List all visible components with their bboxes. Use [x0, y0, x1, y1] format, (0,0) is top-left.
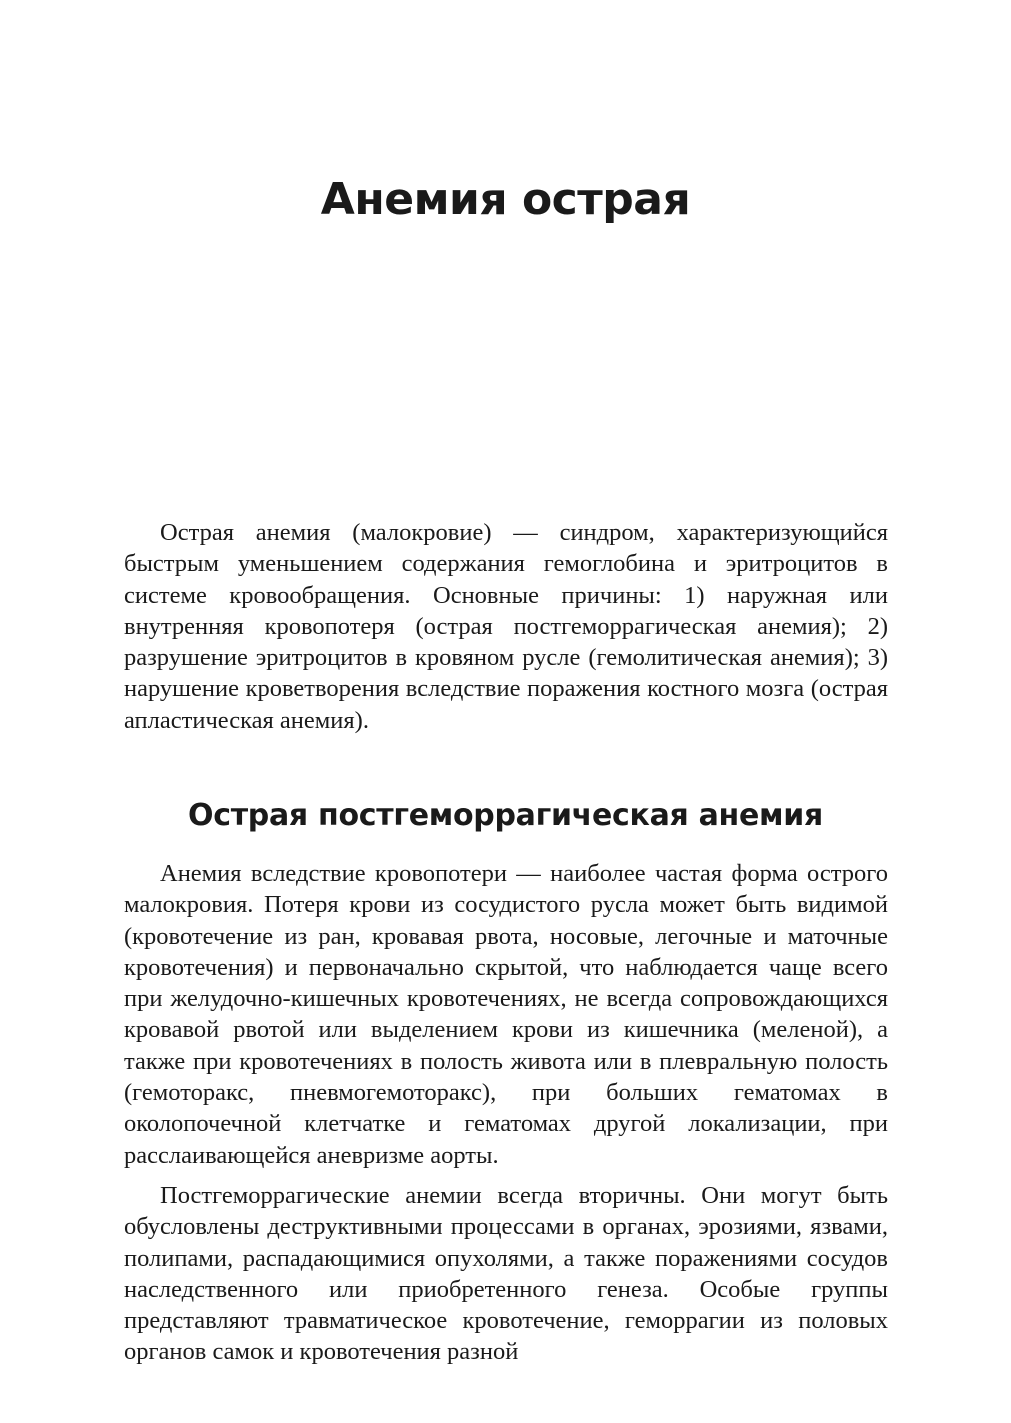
section-body [124, 858, 888, 1368]
section-paragraph-1: Анемия вследствие кровопотери — наиболее частая форма острого малокровия. Потеря крови из сосудистого русла может быть видимой (кровотечение из ран, кровавая рвота, носовые, легочные и маточные кровотечения) и первоначально скрытой, что наблюдается чаще всего при желудочно-кишечных кровотечениях, не всегда сопровождающихся кровавой рвотой или выделением крови из кишечника (меленой), а также при кровотечениях в полость живота или в плевральную полость (гемоторакс, пневмогемоторакс), при больших гематомах в околопочечной клетчатке и гематомах другой локализации, при расслаивающейся аневризме аорты. [124, 860, 888, 1169]
chapter-title: Анемия острая [320, 174, 691, 225]
intro-block [124, 517, 888, 736]
section-title: Острая постгеморрагическая анемия [188, 798, 823, 833]
section-paragraph-2: Постгеморрагические анемии всегда вторичны. Они могут быть обусловлены деструктивными процессами в органах, эрозиями, язвами, полипами, распадающимися опухолями, а также поражениями сосудов наследственного или приобретенного генеза. Особые группы представляют травматическое кровотечение, геморрагии из половых органов самок и кровотечения разной [124, 1181, 888, 1366]
intro-paragraph: Острая анемия (малокровие) — синдром, характеризующийся быстрым уменьшением содержания гемоглобина и эритроцитов в системе кровообращения. Основные причины: 1) наружная или внутренняя кровопотеря (острая постгеморрагическая анемия); 2) разрушение эритроцитов в кровяном русле (гемолитическая анемия); 3) нарушение кроветворения вследствие поражения костного мозга (острая апластическая анемия). [124, 519, 888, 734]
